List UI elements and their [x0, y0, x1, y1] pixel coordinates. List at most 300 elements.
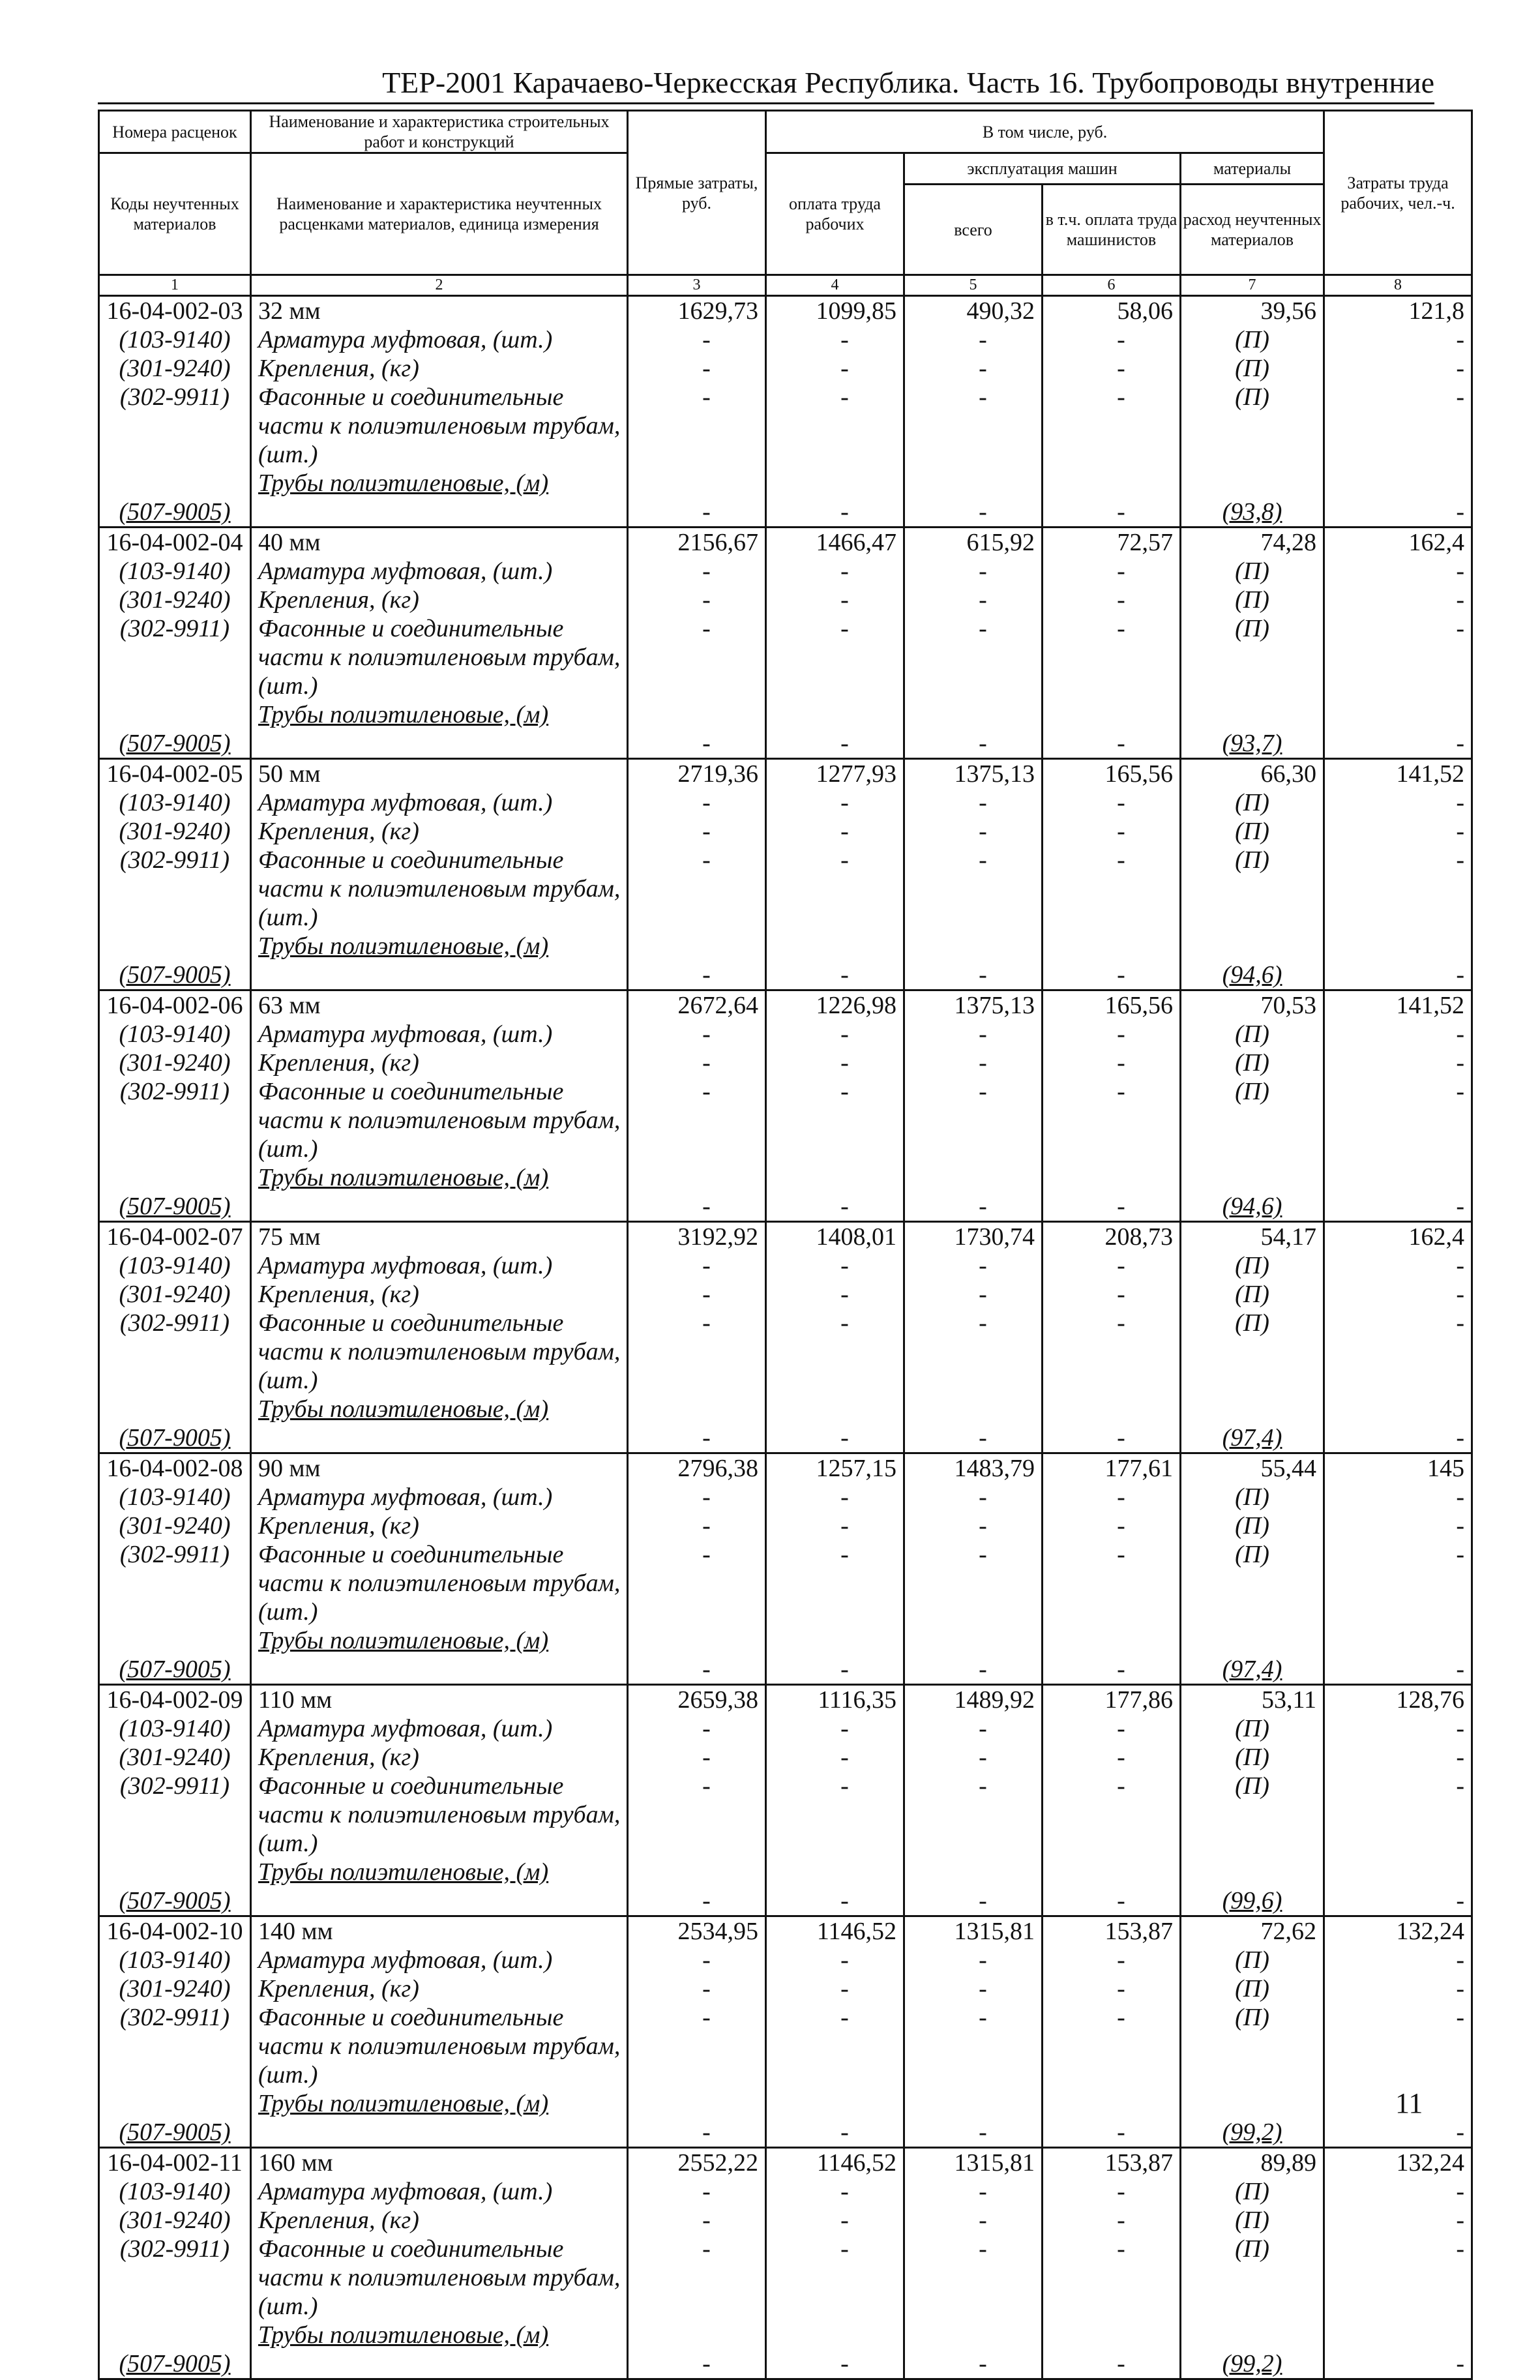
material-code: (103-9140): [99, 1483, 251, 1511]
labor-hours: 128,76: [1324, 1685, 1472, 1715]
direct-costs: 2796,38: [628, 1453, 766, 1483]
dash-mark: -: [628, 2177, 766, 2206]
header-direct-costs: Прямые затраты, руб.: [628, 111, 766, 275]
dash-mark: -: [1324, 1974, 1472, 2003]
table-row: [99, 1222, 1472, 1252]
dash-mark: -: [904, 586, 1043, 614]
material-code: (301-9240): [99, 1511, 251, 1540]
materials-cost: 39,56: [1181, 296, 1324, 326]
dash-mark: -: [904, 1714, 1043, 1743]
dash-mark: -: [628, 1772, 766, 1858]
dash-mark: -: [1324, 1251, 1472, 1280]
material-name: Фасонные и соединительные части к полиэтиленовым трубам, (шт.): [251, 614, 628, 700]
dash-mark: -: [1324, 1395, 1472, 1453]
material-consumption: (94,6): [1181, 1163, 1324, 1222]
material-name: Фасонные и соединительные части к полиэтиленовым трубам, (шт.): [251, 383, 628, 469]
dash-mark: -: [766, 2321, 904, 2379]
table-header: [99, 111, 1472, 296]
material-name: Трубы полиэтиленовые, (м): [251, 1395, 628, 1453]
dash-mark: -: [1043, 1251, 1181, 1280]
dash-mark: -: [628, 700, 766, 759]
material-consumption: (П): [1181, 1251, 1324, 1280]
document-title: ТЕР-2001 Карачаево-Черкесская Республика. Часть 16. Трубопроводы внутренние: [382, 66, 1434, 99]
material-code: (507-9005): [99, 700, 251, 759]
material-consumption: (99,6): [1181, 1858, 1324, 1916]
dash-mark: -: [904, 383, 1043, 469]
dash-mark: -: [904, 1309, 1043, 1395]
dash-mark: -: [766, 1511, 904, 1540]
dash-mark: -: [766, 1309, 904, 1395]
dash-mark: -: [628, 2206, 766, 2235]
dash-mark: -: [766, 1251, 904, 1280]
material-consumption: (П): [1181, 1077, 1324, 1163]
rate-code: 16-04-002-05: [99, 759, 251, 789]
dash-mark: -: [766, 2206, 904, 2235]
dash-mark: -: [1043, 788, 1181, 817]
rate-code: 16-04-002-10: [99, 1916, 251, 1946]
dash-mark: -: [1043, 1309, 1181, 1395]
dash-mark: -: [1043, 469, 1181, 528]
dash-mark: -: [628, 1395, 766, 1453]
material-name: Трубы полиэтиленовые, (м): [251, 1626, 628, 1685]
material-name: Трубы полиэтиленовые, (м): [251, 469, 628, 528]
dash-mark: -: [904, 2235, 1043, 2321]
material-consumption: (П): [1181, 2003, 1324, 2089]
dash-mark: -: [766, 1714, 904, 1743]
worker-pay: 1408,01: [766, 1222, 904, 1252]
dash-mark: -: [628, 1511, 766, 1540]
dash-mark: -: [766, 586, 904, 614]
worker-pay: 1277,93: [766, 759, 904, 789]
material-consumption: (93,8): [1181, 469, 1324, 528]
material-name: Трубы полиэтиленовые, (м): [251, 700, 628, 759]
dash-mark: -: [904, 846, 1043, 932]
dash-mark: -: [766, 1049, 904, 1077]
dash-mark: -: [1324, 1743, 1472, 1772]
machines-total: 1483,79: [904, 1453, 1043, 1483]
dash-mark: -: [904, 2089, 1043, 2148]
rate-name: 32 мм: [251, 296, 628, 326]
dash-mark: -: [628, 1743, 766, 1772]
dash-mark: -: [628, 1714, 766, 1743]
table-row: [99, 990, 1472, 1020]
dash-mark: -: [766, 1395, 904, 1453]
dash-mark: -: [628, 788, 766, 817]
material-row: [99, 817, 1472, 846]
machines-total: 1730,74: [904, 1222, 1043, 1252]
dash-mark: -: [628, 1077, 766, 1163]
material-code: (302-9911): [99, 2235, 251, 2321]
table-row: [99, 528, 1472, 558]
dash-mark: -: [904, 325, 1043, 354]
material-code: (302-9911): [99, 1309, 251, 1395]
material-consumption: (П): [1181, 1280, 1324, 1309]
dash-mark: -: [766, 1946, 904, 1974]
dash-mark: -: [628, 1251, 766, 1280]
header-material-codes: Коды неучтенных материалов: [99, 153, 251, 275]
dash-mark: -: [1324, 1540, 1472, 1626]
dash-mark: -: [1043, 1540, 1181, 1626]
dash-mark: -: [766, 700, 904, 759]
operator-pay: 72,57: [1043, 528, 1181, 558]
dash-mark: -: [1043, 1049, 1181, 1077]
dash-mark: -: [628, 325, 766, 354]
materials-cost: 74,28: [1181, 528, 1324, 558]
material-name: Арматура муфтовая, (шт.): [251, 325, 628, 354]
dash-mark: -: [1324, 817, 1472, 846]
header-machines-total: всего: [904, 185, 1043, 275]
dash-mark: -: [628, 817, 766, 846]
dash-mark: -: [904, 2206, 1043, 2235]
direct-costs: 2659,38: [628, 1685, 766, 1715]
materials-cost: 53,11: [1181, 1685, 1324, 1715]
table-row: [99, 1685, 1472, 1715]
material-consumption: (97,4): [1181, 1626, 1324, 1685]
rate-name: 160 мм: [251, 2148, 628, 2178]
dash-mark: -: [766, 2235, 904, 2321]
dash-mark: -: [904, 1858, 1043, 1916]
dash-mark: -: [628, 1946, 766, 1974]
material-row: [99, 1974, 1472, 2003]
material-consumption: (П): [1181, 586, 1324, 614]
materials-cost: 89,89: [1181, 2148, 1324, 2178]
material-name: Трубы полиэтиленовые, (м): [251, 1163, 628, 1222]
material-row: [99, 1626, 1472, 1685]
material-code: (301-9240): [99, 817, 251, 846]
material-row: [99, 1946, 1472, 1974]
dash-mark: -: [1324, 1280, 1472, 1309]
direct-costs: 2534,95: [628, 1916, 766, 1946]
material-code: (302-9911): [99, 846, 251, 932]
dash-mark: -: [1043, 817, 1181, 846]
dash-mark: -: [1324, 1049, 1472, 1077]
material-code: (103-9140): [99, 325, 251, 354]
dash-mark: -: [766, 1974, 904, 2003]
dash-mark: -: [628, 2089, 766, 2148]
dash-mark: -: [766, 383, 904, 469]
header-work-name: Наименование и характеристика строительных работ и конструкций: [251, 111, 628, 153]
operator-pay: 153,87: [1043, 2148, 1181, 2178]
labor-hours: 132,24: [1324, 1916, 1472, 1946]
dash-mark: -: [766, 1540, 904, 1626]
dash-mark: -: [766, 2089, 904, 2148]
rate-code: 16-04-002-03: [99, 296, 251, 326]
material-name: Арматура муфтовая, (шт.): [251, 2177, 628, 2206]
material-row: [99, 1163, 1472, 1222]
material-code: (507-9005): [99, 469, 251, 528]
material-consumption: (П): [1181, 2206, 1324, 2235]
material-row: [99, 2206, 1472, 2235]
material-name: Фасонные и соединительные части к полиэтиленовым трубам, (шт.): [251, 2003, 628, 2089]
dash-mark: -: [904, 932, 1043, 990]
rate-code: 16-04-002-04: [99, 528, 251, 558]
rate-name: 110 мм: [251, 1685, 628, 1715]
direct-costs: 1629,73: [628, 296, 766, 326]
dash-mark: -: [1324, 788, 1472, 817]
dash-mark: -: [628, 1974, 766, 2003]
dash-mark: -: [904, 1020, 1043, 1049]
dash-mark: -: [628, 1163, 766, 1222]
header-materials: материалы: [1181, 153, 1324, 185]
rate-name: 75 мм: [251, 1222, 628, 1252]
machines-total: 615,92: [904, 528, 1043, 558]
header-in-total: В том числе, руб.: [766, 111, 1324, 153]
material-code: (302-9911): [99, 383, 251, 469]
material-code: (507-9005): [99, 2321, 251, 2379]
dash-mark: -: [904, 1251, 1043, 1280]
dash-mark: -: [766, 1743, 904, 1772]
dash-mark: -: [904, 1772, 1043, 1858]
material-row: [99, 932, 1472, 990]
column-numbers-row: [99, 275, 1472, 296]
material-code: (507-9005): [99, 1395, 251, 1453]
material-row: [99, 1395, 1472, 1453]
material-name: Арматура муфтовая, (шт.): [251, 1946, 628, 1974]
dash-mark: -: [1324, 1483, 1472, 1511]
labor-hours: 121,8: [1324, 296, 1472, 326]
dash-mark: -: [628, 469, 766, 528]
dash-mark: -: [1043, 383, 1181, 469]
dash-mark: -: [904, 2003, 1043, 2089]
dash-mark: -: [904, 1511, 1043, 1540]
dash-mark: -: [766, 557, 904, 586]
dash-mark: -: [1324, 1511, 1472, 1540]
material-code: (103-9140): [99, 1020, 251, 1049]
material-code: (301-9240): [99, 354, 251, 383]
material-row: [99, 2321, 1472, 2379]
dash-mark: -: [766, 1772, 904, 1858]
table-row: [99, 2148, 1472, 2178]
material-name: Крепления, (кг): [251, 1049, 628, 1077]
dash-mark: -: [766, 1280, 904, 1309]
material-name: Крепления, (кг): [251, 354, 628, 383]
dash-mark: -: [1324, 557, 1472, 586]
material-name: Арматура муфтовая, (шт.): [251, 1714, 628, 1743]
dash-mark: -: [1324, 469, 1472, 528]
material-row: [99, 325, 1472, 354]
material-row: [99, 1714, 1472, 1743]
material-row: [99, 2003, 1472, 2089]
dash-mark: -: [766, 846, 904, 932]
dash-mark: -: [1043, 932, 1181, 990]
dash-mark: -: [1043, 1077, 1181, 1163]
table-row: [99, 296, 1472, 326]
dash-mark: -: [1043, 2206, 1181, 2235]
material-name: Крепления, (кг): [251, 1280, 628, 1309]
dash-mark: -: [766, 2003, 904, 2089]
material-consumption: (97,4): [1181, 1395, 1324, 1453]
column-number: 7: [1181, 275, 1324, 296]
labor-hours: 162,4: [1324, 528, 1472, 558]
material-name: Крепления, (кг): [251, 1974, 628, 2003]
material-name: Трубы полиэтиленовые, (м): [251, 1858, 628, 1916]
dash-mark: -: [1324, 1020, 1472, 1049]
material-consumption: (П): [1181, 2235, 1324, 2321]
direct-costs: 2672,64: [628, 990, 766, 1020]
dash-mark: -: [1043, 2003, 1181, 2089]
dash-mark: -: [1043, 1743, 1181, 1772]
dash-mark: -: [904, 2321, 1043, 2379]
material-row: [99, 383, 1472, 469]
dash-mark: -: [904, 1280, 1043, 1309]
dash-mark: -: [628, 1540, 766, 1626]
dash-mark: -: [766, 354, 904, 383]
material-name: Арматура муфтовая, (шт.): [251, 1483, 628, 1511]
dash-mark: -: [904, 614, 1043, 700]
material-code: (507-9005): [99, 2089, 251, 2148]
material-code: (103-9140): [99, 1251, 251, 1280]
dash-mark: -: [904, 1974, 1043, 2003]
dash-mark: -: [1324, 2177, 1472, 2206]
column-number: 5: [904, 275, 1043, 296]
header-material-name: Наименование и характеристика неучтенных расценками материалов, единица измерения: [251, 153, 628, 275]
material-name: Фасонные и соединительные части к полиэтиленовым трубам, (шт.): [251, 1309, 628, 1395]
material-code: (103-9140): [99, 1714, 251, 1743]
dash-mark: -: [1324, 1163, 1472, 1222]
title-rule: [98, 102, 1434, 104]
material-code: (103-9140): [99, 557, 251, 586]
material-consumption: (99,2): [1181, 2321, 1324, 2379]
column-number: 6: [1043, 275, 1181, 296]
material-row: [99, 1743, 1472, 1772]
material-name: Трубы полиэтиленовые, (м): [251, 932, 628, 990]
material-name: Крепления, (кг): [251, 1511, 628, 1540]
dash-mark: -: [1324, 2003, 1472, 2089]
dash-mark: -: [628, 614, 766, 700]
material-code: (507-9005): [99, 1858, 251, 1916]
material-code: (302-9911): [99, 1540, 251, 1626]
dash-mark: -: [1043, 325, 1181, 354]
material-row: [99, 557, 1472, 586]
material-row: [99, 1280, 1472, 1309]
material-code: (103-9140): [99, 788, 251, 817]
operator-pay: 58,06: [1043, 296, 1181, 326]
rate-code: 16-04-002-08: [99, 1453, 251, 1483]
material-consumption: (99,2): [1181, 2089, 1324, 2148]
header-labor-hours: Затраты труда рабочих, чел.-ч.: [1324, 111, 1472, 275]
dash-mark: -: [904, 1540, 1043, 1626]
material-consumption: (П): [1181, 846, 1324, 932]
material-row: [99, 1858, 1472, 1916]
dash-mark: -: [1043, 1020, 1181, 1049]
material-code: (507-9005): [99, 932, 251, 990]
material-code: (301-9240): [99, 1743, 251, 1772]
materials-cost: 66,30: [1181, 759, 1324, 789]
dash-mark: -: [1043, 2089, 1181, 2148]
dash-mark: -: [1043, 354, 1181, 383]
dash-mark: -: [1043, 614, 1181, 700]
material-row: [99, 846, 1472, 932]
column-number: 3: [628, 275, 766, 296]
dash-mark: -: [766, 1626, 904, 1685]
worker-pay: 1226,98: [766, 990, 904, 1020]
dash-mark: -: [904, 1395, 1043, 1453]
dash-mark: -: [628, 354, 766, 383]
dash-mark: -: [1043, 1858, 1181, 1916]
material-row: [99, 1049, 1472, 1077]
material-consumption: (П): [1181, 1309, 1324, 1395]
dash-mark: -: [1043, 1395, 1181, 1453]
material-consumption: (П): [1181, 325, 1324, 354]
material-consumption: (П): [1181, 788, 1324, 817]
dash-mark: -: [1324, 1714, 1472, 1743]
header-rate-numbers: Номера расценок: [99, 111, 251, 153]
dash-mark: -: [1043, 586, 1181, 614]
material-name: Фасонные и соединительные части к полиэтиленовым трубам, (шт.): [251, 1772, 628, 1858]
dash-mark: -: [1043, 1626, 1181, 1685]
rate-code: 16-04-002-06: [99, 990, 251, 1020]
dash-mark: -: [1043, 2177, 1181, 2206]
dash-mark: -: [1324, 614, 1472, 700]
material-code: (507-9005): [99, 1626, 251, 1685]
dash-mark: -: [904, 1483, 1043, 1511]
column-number: 4: [766, 275, 904, 296]
dash-mark: -: [1324, 586, 1472, 614]
material-code: (301-9240): [99, 586, 251, 614]
material-row: [99, 700, 1472, 759]
direct-costs: 3192,92: [628, 1222, 766, 1252]
material-name: Трубы полиэтиленовые, (м): [251, 2321, 628, 2379]
materials-cost: 55,44: [1181, 1453, 1324, 1483]
dash-mark: -: [1324, 1946, 1472, 1974]
machines-total: 1375,13: [904, 759, 1043, 789]
material-consumption: (П): [1181, 1483, 1324, 1511]
material-consumption: (П): [1181, 383, 1324, 469]
dash-mark: -: [1324, 700, 1472, 759]
dash-mark: -: [766, 325, 904, 354]
material-row: [99, 1020, 1472, 1049]
dash-mark: -: [766, 469, 904, 528]
material-consumption: (П): [1181, 614, 1324, 700]
material-row: [99, 2089, 1472, 2148]
machines-total: 1315,81: [904, 1916, 1043, 1946]
machines-total: 1489,92: [904, 1685, 1043, 1715]
dash-mark: -: [904, 788, 1043, 817]
table-row: [99, 759, 1472, 789]
machines-total: 1375,13: [904, 990, 1043, 1020]
material-row: [99, 1511, 1472, 1540]
material-row: [99, 614, 1472, 700]
material-consumption: (П): [1181, 1020, 1324, 1049]
rate-code: 16-04-002-09: [99, 1685, 251, 1715]
material-row: [99, 2177, 1472, 2206]
labor-hours: 132,24: [1324, 2148, 1472, 2178]
material-row: [99, 1772, 1472, 1858]
material-consumption: (П): [1181, 1540, 1324, 1626]
dash-mark: -: [1324, 1626, 1472, 1685]
dash-mark: -: [904, 1077, 1043, 1163]
dash-mark: -: [1043, 1163, 1181, 1222]
dash-mark: -: [628, 932, 766, 990]
dash-mark: -: [766, 2177, 904, 2206]
dash-mark: -: [1043, 1772, 1181, 1858]
dash-mark: -: [904, 354, 1043, 383]
material-consumption: (П): [1181, 1714, 1324, 1743]
material-row: [99, 1483, 1472, 1511]
material-row: [99, 788, 1472, 817]
dash-mark: -: [766, 932, 904, 990]
materials-cost: 70,53: [1181, 990, 1324, 1020]
dash-mark: -: [628, 1626, 766, 1685]
dash-mark: -: [1324, 1858, 1472, 1916]
dash-mark: -: [1043, 2235, 1181, 2321]
dash-mark: -: [628, 1858, 766, 1916]
dash-mark: -: [904, 1163, 1043, 1222]
material-code: (301-9240): [99, 1974, 251, 2003]
material-name: Арматура муфтовая, (шт.): [251, 1020, 628, 1049]
dash-mark: -: [1043, 2321, 1181, 2379]
material-consumption: (93,7): [1181, 700, 1324, 759]
